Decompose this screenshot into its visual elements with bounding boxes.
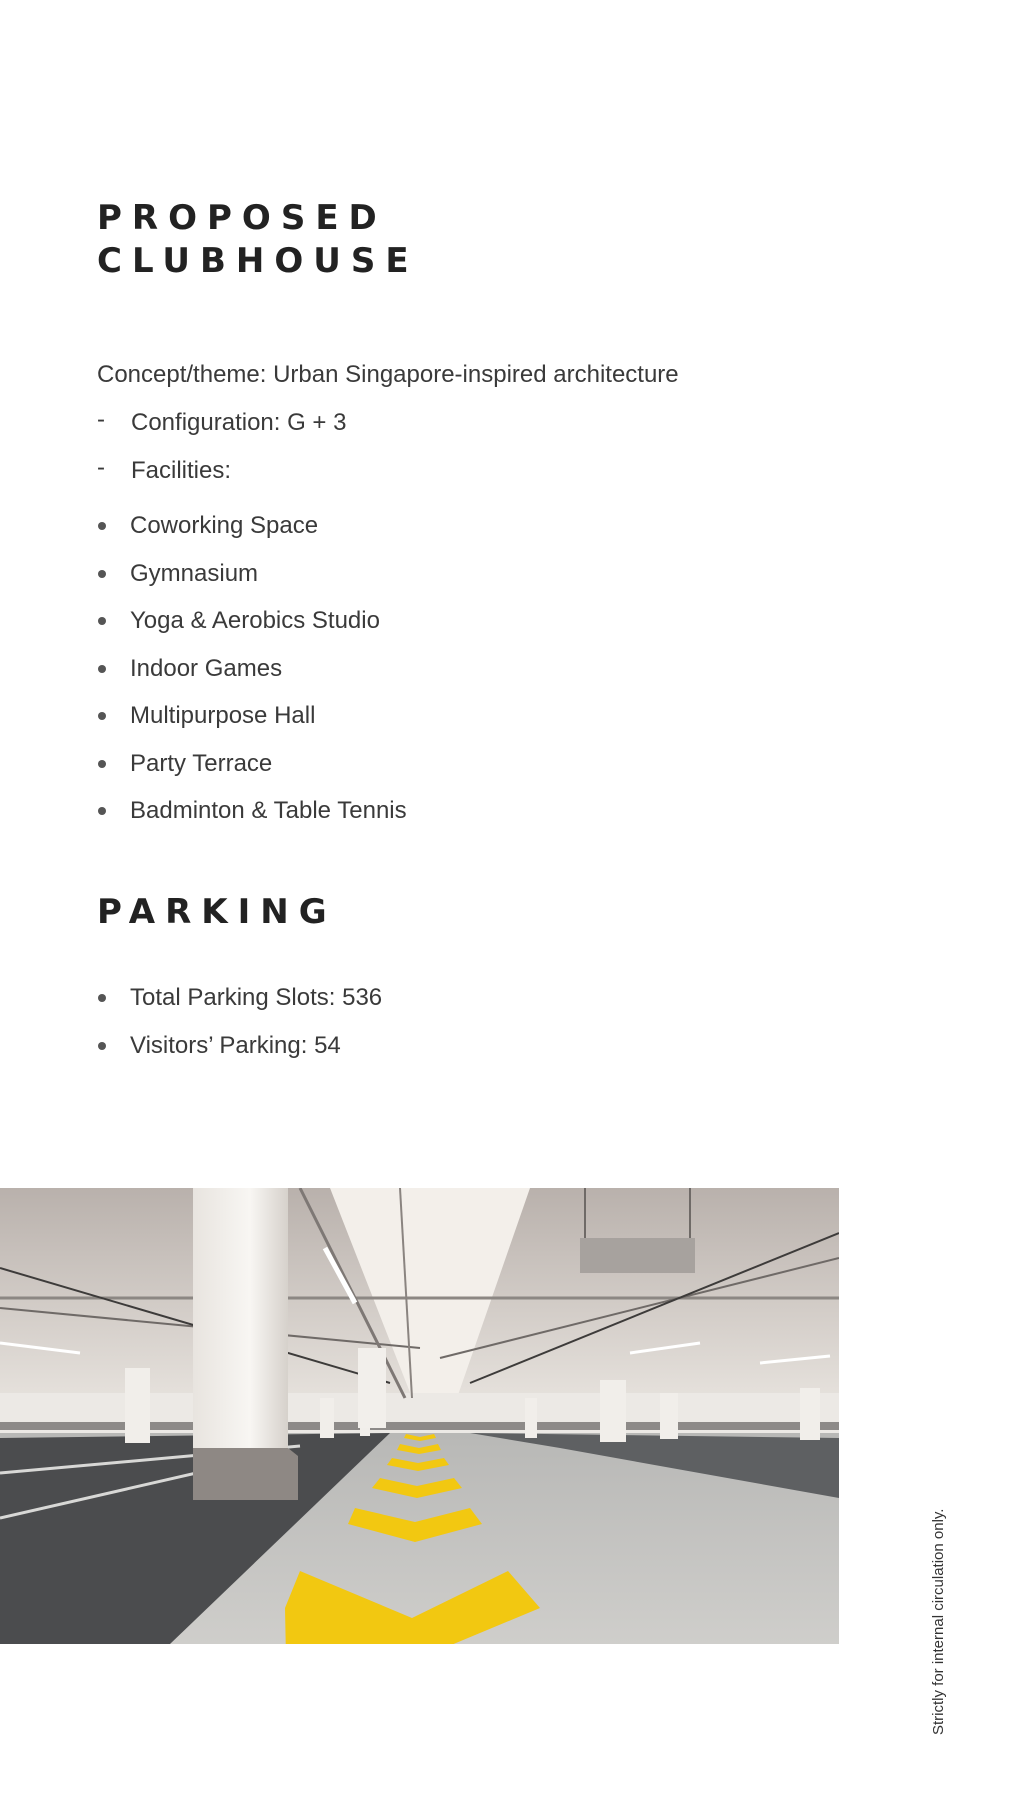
list-item bbox=[97, 511, 407, 559]
bullet-icon bbox=[98, 665, 106, 673]
facility-label: Coworking Space bbox=[130, 512, 319, 539]
list-item bbox=[97, 796, 407, 844]
bullet-icon bbox=[98, 994, 106, 1002]
clubhouse-title-line-2: CLUBHOUSE bbox=[97, 241, 419, 281]
dash-marker: - bbox=[97, 406, 105, 433]
bullet-icon bbox=[98, 760, 106, 768]
detail-configuration bbox=[97, 408, 346, 456]
list-item bbox=[97, 606, 407, 654]
concept-text: Concept/theme: Urban Singapore-inspired architecture bbox=[97, 361, 679, 388]
bullet-icon bbox=[98, 712, 106, 720]
bullet-icon bbox=[98, 570, 106, 578]
bullet-icon bbox=[98, 1042, 106, 1050]
list-item bbox=[97, 654, 407, 702]
bullet-icon bbox=[98, 522, 106, 530]
facility-label: Party Terrace bbox=[130, 749, 273, 777]
parking-label: Visitors’ Parking: 54 bbox=[130, 1031, 341, 1059]
list-item bbox=[97, 983, 382, 1031]
parking-garage-illustration bbox=[0, 1188, 839, 1644]
detail-text: Configuration: G + 3 bbox=[131, 409, 347, 436]
dash-marker: - bbox=[97, 453, 105, 481]
facilities-list bbox=[97, 511, 407, 844]
internal-circulation-note: Strictly for internal circulation only. bbox=[930, 1508, 947, 1735]
facility-label: Yoga & Aerobics Studio bbox=[130, 607, 380, 634]
facility-label: Indoor Games bbox=[130, 654, 283, 682]
clubhouse-title bbox=[97, 197, 419, 283]
list-item bbox=[97, 749, 407, 797]
list-item bbox=[97, 1031, 382, 1079]
facility-label: Multipurpose Hall bbox=[130, 702, 316, 729]
parking-garage-photo bbox=[0, 1188, 839, 1644]
parking-list bbox=[97, 983, 382, 1078]
list-item bbox=[97, 559, 407, 607]
facility-label: Gymnasium bbox=[130, 559, 259, 587]
list-item bbox=[97, 701, 407, 749]
detail-text: Facilities: bbox=[131, 456, 232, 484]
facility-label: Badminton & Table Tennis bbox=[130, 797, 407, 824]
bullet-icon bbox=[98, 617, 106, 625]
bullet-icon bbox=[98, 807, 106, 815]
parking-title: PARKING bbox=[97, 892, 337, 932]
clubhouse-details bbox=[97, 408, 346, 503]
parking-label: Total Parking Slots: 536 bbox=[130, 984, 383, 1011]
detail-facilities bbox=[97, 453, 346, 504]
clubhouse-title-line-1: PROPOSED bbox=[97, 198, 387, 238]
